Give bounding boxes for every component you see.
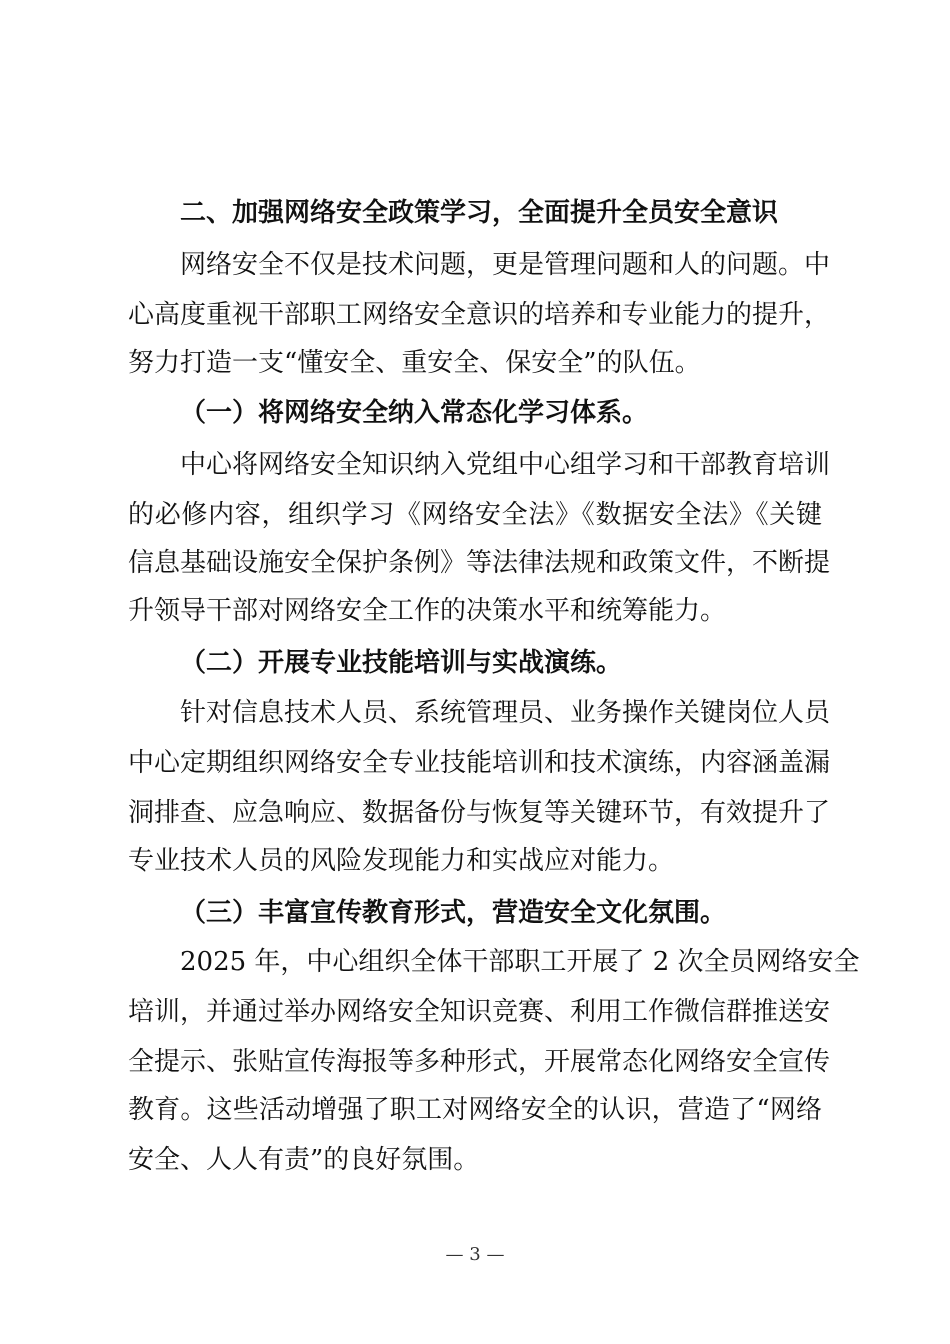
subsection-heading: （三）丰富宣传教育形式，营造安全文化氛围。 — [180, 898, 727, 928]
subsection-heading: （一）将网络安全纳入常态化学习体系。 — [180, 398, 649, 428]
section-heading: 二、加强网络安全政策学习，全面提升全员安全意识 — [180, 198, 779, 228]
paragraph-line: 中心定期组织网络安全专业技能培训和技术演练，内容涵盖漏 — [128, 748, 831, 778]
paragraph-line: 培训，并通过举办网络安全知识竞赛、利用工作微信群推送安 — [128, 997, 831, 1027]
paragraph-line: 2025 年，中心组织全体干部职工开展了 2 次全员网络安全 — [180, 947, 860, 977]
paragraph-line: 洞排查、应急响应、数据备份与恢复等关键环节，有效提升了 — [128, 798, 831, 828]
subsection-heading: （二）开展专业技能培训与实战演练。 — [180, 648, 623, 678]
paragraph-line: 安全、人人有责”的良好氛围。 — [128, 1145, 480, 1175]
paragraph-line: 心高度重视干部职工网络安全意识的培养和专业能力的提升， — [128, 300, 831, 330]
paragraph-line: 努力打造一支“懂安全、重安全、保安全”的队伍。 — [128, 348, 701, 378]
page-number: — 3 — — [445, 1244, 505, 1265]
paragraph-line: 信息基础设施安全保护条例》等法律法规和政策文件，不断提 — [128, 548, 831, 578]
paragraph-line: 的必修内容，组织学习《网络安全法》《数据安全法》《关键 — [128, 500, 822, 530]
paragraph-line: 升领导干部对网络安全工作的决策水平和统筹能力。 — [128, 596, 727, 626]
paragraph-line: 教育。这些活动增强了职工对网络安全的认识，营造了“网络 — [128, 1095, 822, 1125]
paragraph-line: 网络安全不仅是技术问题，更是管理问题和人的问题。中 — [180, 250, 831, 280]
paragraph-line: 全提示、张贴宣传海报等多种形式，开展常态化网络安全宣传 — [128, 1047, 831, 1077]
paragraph-line: 针对信息技术人员、系统管理员、业务操作关键岗位人员 — [180, 698, 831, 728]
paragraph-line: 专业技术人员的风险发现能力和实战应对能力。 — [128, 846, 675, 876]
paragraph-line: 中心将网络安全知识纳入党组中心组学习和干部教育培训 — [180, 450, 831, 480]
